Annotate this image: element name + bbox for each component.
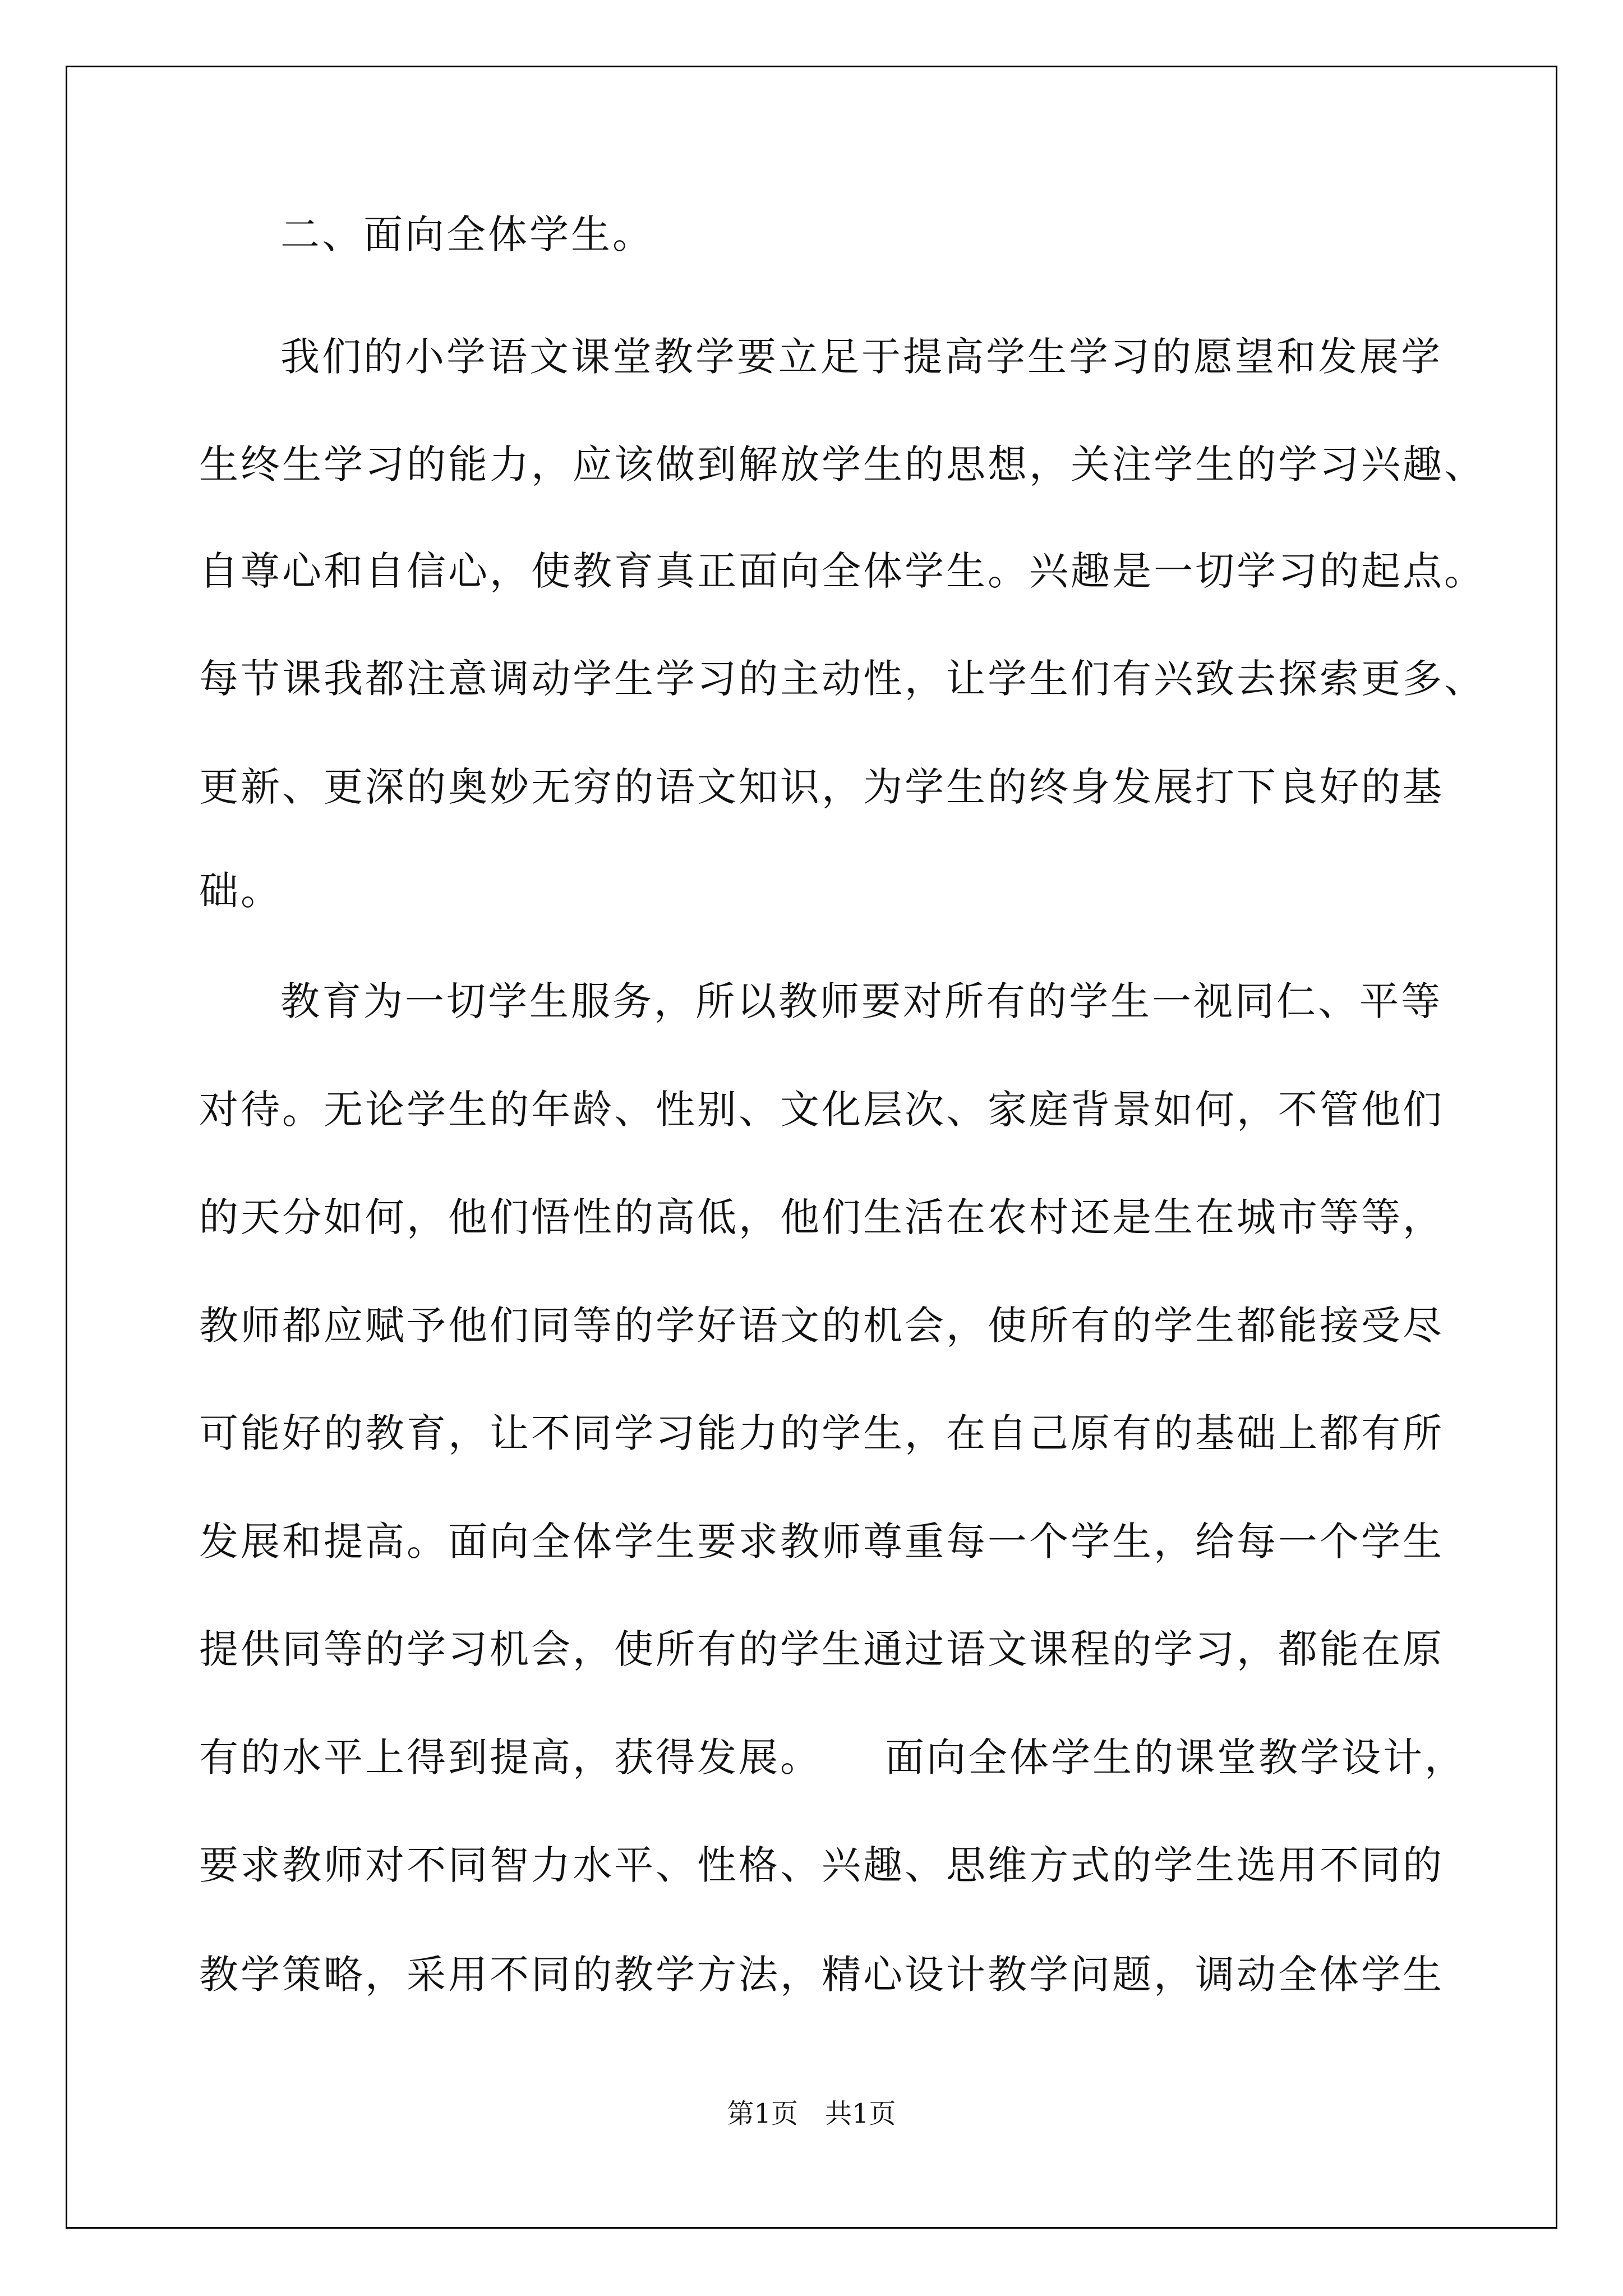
page-frame	[66, 66, 1557, 2229]
text-line-5: 每节课我都注意调动学生学习的主动性，让学生们有兴致去探索更多、	[199, 656, 1486, 702]
text-line-6: 更新、更深的奥妙无穷的语文知识，为学生的终身发展打下良好的基	[199, 764, 1444, 810]
text-line-10: 的天分如何，他们悟性的高低，他们生活在农村还是生在城市等等，	[199, 1194, 1444, 1240]
text-line-1: 二、面向全体学生。	[280, 211, 654, 257]
text-line-4: 自尊心和自信心，使教育真正面向全体学生。兴趣是一切学习的起点。	[199, 548, 1486, 594]
text-line-15: 有的水平上得到提高，获得发展。 面向全体学生的课堂教学设计，	[199, 1734, 1466, 1780]
text-line-16: 要求教师对不同智力水平、性格、兴趣、思维方式的学生选用不同的	[199, 1842, 1444, 1888]
text-line-11: 教师都应赋予他们同等的学好语文的机会，使所有的学生都能接受尽	[199, 1303, 1444, 1349]
text-line-7: 础。	[199, 868, 282, 914]
text-line-17: 教学策略，采用不同的教学方法，精心设计教学问题，调动全体学生	[199, 1952, 1444, 1998]
text-line-8: 教育为一切学生服务，所以教师要对所有的学生一视同仁、平等	[280, 978, 1442, 1024]
page-number-footer: 第1页 共1页	[727, 2098, 896, 2129]
text-line-3: 生终生学习的能力，应该做到解放学生的思想，关注学生的学习兴趣、	[199, 441, 1486, 487]
text-line-12: 可能好的教育，让不同学习能力的学生，在自己原有的基础上都有所	[199, 1410, 1444, 1456]
text-line-13: 发展和提高。面向全体学生要求教师尊重每一个学生，给每一个学生	[199, 1519, 1444, 1565]
text-line-2: 我们的小学语文课堂教学要立足于提高学生学习的愿望和发展学	[280, 334, 1442, 380]
text-line-14: 提供同等的学习机会，使所有的学生通过语文课程的学习，都能在原	[199, 1626, 1444, 1672]
text-line-9: 对待。无论学生的年龄、性别、文化层次、家庭背景如何，不管他们	[199, 1087, 1444, 1133]
